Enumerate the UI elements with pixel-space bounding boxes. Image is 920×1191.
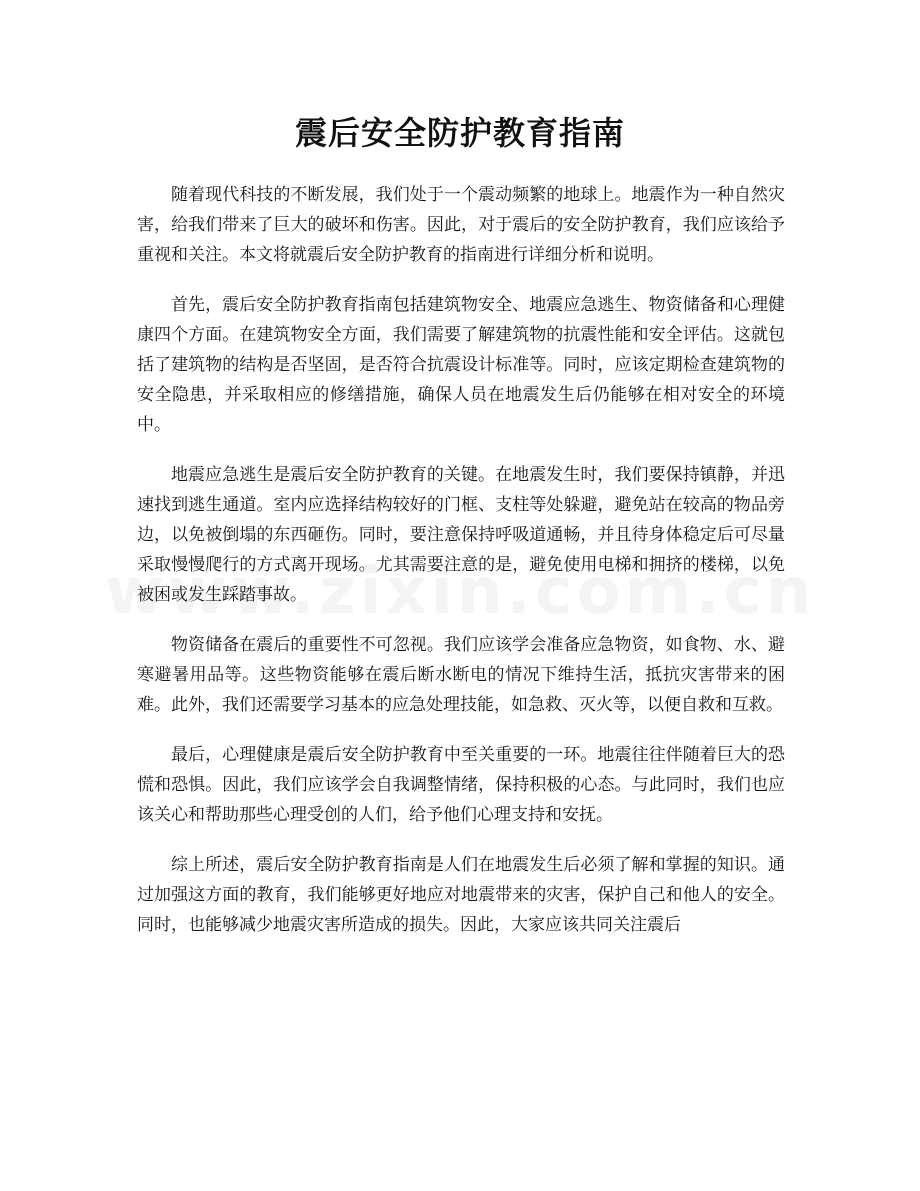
paragraph-conclusion: 综上所述，震后安全防护教育指南是人们在地震发生后必须了解和掌握的知识。通过加强这方面的教育，我们能够更好地应对地震带来的灾害，保护自己和他人的安全。同时，也能够减少地震灾害所造成的损失。因此，大家应该共同关注震后 (137, 855, 785, 935)
document-title: 震后安全防护教育指南 (294, 114, 625, 152)
paragraph-intro: 随着现代科技的不断发展，我们处于一个震动频繁的地球上。地震作为一种自然灾害，给我们带来了巨大的破坏和伤害。因此，对于震后的安全防护教育，我们应该给予重视和关注。本文将就震后安全防护教育的指南进行详细分析和说明。 (137, 185, 785, 265)
paragraph-building-safety: 首先，震后安全防护教育指南包括建筑物安全、地震应急逃生、物资储备和心理健康四个方面。在建筑物安全方面，我们需要了解建筑物的抗震性能和安全评估。这就包括了建筑物的结构是否坚固，是否符合抗震设计标准等。同时，应该定期检查建筑物的安全隐患，并采取相应的修缮措施，确保人员在地震发生后仍能够在相对安全的环境中。 (137, 295, 785, 435)
document-body (137, 180, 785, 960)
paragraph-supplies: 物资储备在震后的重要性不可忽视。我们应该学会准备应急物资，如食物、水、避寒避暑用品等。这些物资能够在震后断水断电的情况下维持生活，抵抗灾害带来的困难。此外，我们还需要学习基本的应急处理技能，如急救、灭火等，以便自救和互救。 (137, 635, 785, 715)
paragraph-mental-health: 最后，心理健康是震后安全防护教育中至关重要的一环。地震往往伴随着巨大的恐慌和恐惧。因此，我们应该学会自我调整情绪，保持积极的心态。与此同时，我们也应该关心和帮助那些心理受创的人们，给予他们心理支持和安抚。 (137, 745, 785, 825)
paragraph-emergency-escape: 地震应急逃生是震后安全防护教育的关键。在地震发生时，我们要保持镇静，并迅速找到逃生通道。室内应选择结构较好的门框、支柱等处躲避，避免站在较高的物品旁边，以免被倒塌的东西砸伤。同时，要注意保持呼吸道通畅，并且待身体稳定后可尽量采取慢慢爬行的方式离开现场。尤其需要注意的是，避免使用电梯和拥挤的楼梯，以免被困或发生踩踏事故。 (137, 465, 785, 605)
